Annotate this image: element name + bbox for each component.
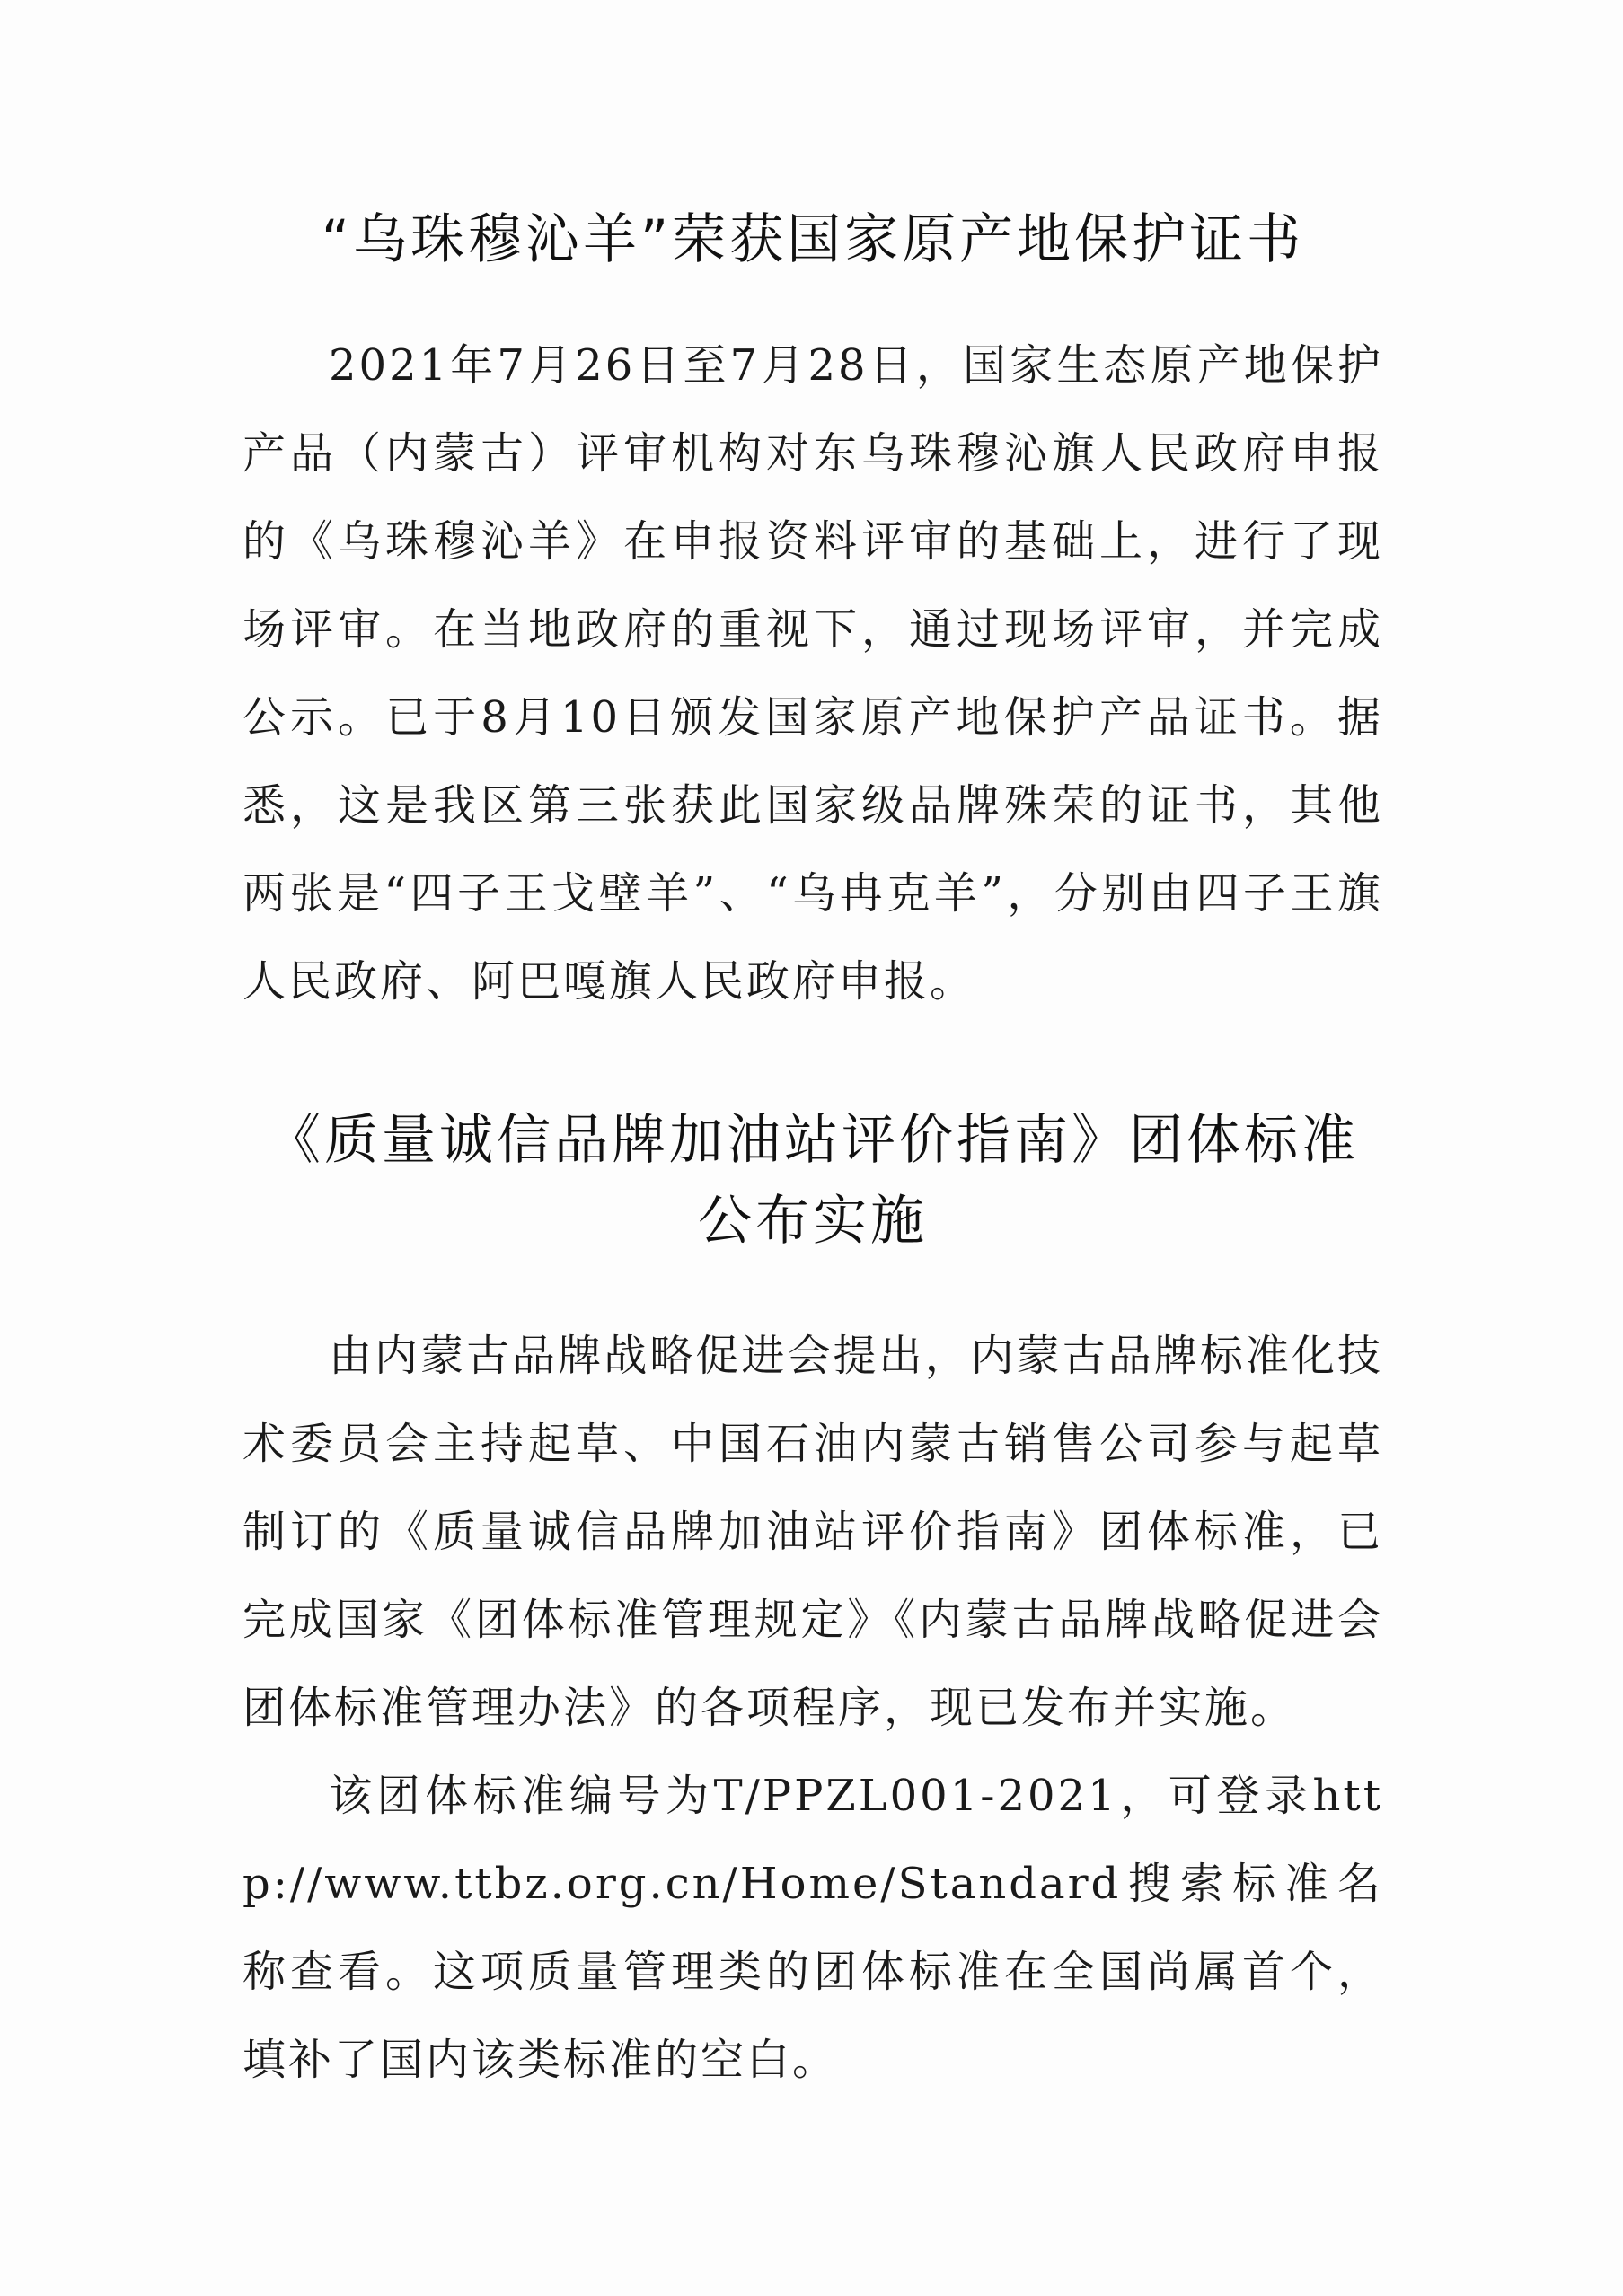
article-gas-station-standard: [243, 1100, 1383, 2104]
article-title-line-2: 公布实施: [698, 1190, 928, 1253]
article-paragraph: 由内蒙古品牌战略促进会提出，内蒙古品牌标准化技术委员会主持起草、中国石油内蒙古销售公司参与起草制订的《质量诚信品牌加油站评价指南》团体标准，已完成国家《团体标准管理规定》《内蒙古品牌战略促进会团体标准管理办法》的各项程序，现已发布并实施。: [243, 1331, 1383, 1733]
article-paragraph: 2021年7月26日至7月28日，国家生态原产地保护产品（内蒙古）评审机构对东乌珠穆沁旗人民政府申报的《乌珠穆沁羊》在申报资料评审的基础上，进行了现场评审。在当地政府的重视下，通过现场评审，并完成公示。已于8月10日颁发国家原产地保护产品证书。据悉，这是我区第三张获此国家级品牌殊荣的证书，其他两张是“四子王戈壁羊”、“乌冉克羊”，分别由四子王旗人民政府、阿巴嘎旗人民政府申报。: [243, 340, 1383, 1007]
article-wuzhumuqin-sheep: [243, 199, 1383, 1025]
article-title: [243, 1100, 1383, 1262]
article-paragraph: 该团体标准编号为T/PPZL001-2021，可登录http://www.ttbz.org.cn/Home/Standard搜索标准名称查看。这项质量管理类的团体标准在全国尚属首个，填补了国内该类标准的空白。: [243, 1771, 1383, 2085]
article-title-line-1: 《质量诚信品牌加油站评价指南》团体标准: [267, 1109, 1359, 1172]
article-title: “乌珠穆沁羊”荣获国家原产地保护证书: [321, 208, 1305, 271]
